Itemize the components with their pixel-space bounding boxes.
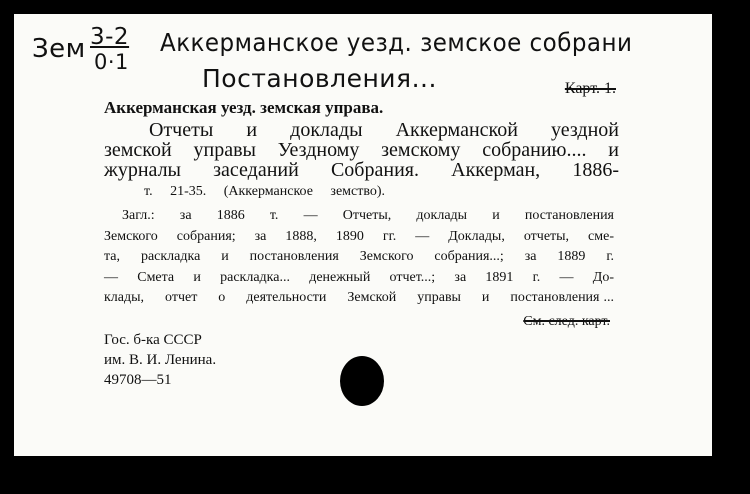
notes-ellipsis: ... <box>603 290 614 305</box>
handwritten-subheading: Постановления... <box>202 64 437 93</box>
title-line: земской управы Уездному земскому собранию.... и <box>104 139 619 161</box>
notes-line-text: клады, отчет о деятельности Земской управы и постановления <box>104 290 600 305</box>
notes-line: та, раскладка и постановления Земского собрания...; за 1889 г. <box>104 249 614 264</box>
title-line: журналы заседаний Собрания. Аккерман, 1886- <box>104 159 619 181</box>
notes-line: — Смета и раскладка... денежный отчет...; за 1891 г. — До- <box>104 269 614 285</box>
title-line: Отчеты и доклады Аккерманской уездной <box>149 119 619 141</box>
handwritten-shelf-code-bottom: 0·1 <box>94 50 129 74</box>
notes-line: Земского собрания; за 1888, 1890 гг. — Доклады, отчеты, сме- <box>104 228 614 244</box>
notes-line: Загл.: за 1886 т. — Отчеты, доклады и постановления <box>122 208 614 223</box>
library-line: 49708—51 <box>104 372 172 388</box>
library-stamp <box>104 330 216 390</box>
see-next-card: См. след. карт. <box>523 314 610 329</box>
handwritten-prefix: Зем <box>32 34 86 64</box>
library-line: Гос. б-ка СССР <box>104 332 202 348</box>
catalog-card <box>14 14 712 456</box>
handwritten-shelf-code-top: 3-2 <box>90 24 130 50</box>
library-line: им. В. И. Ленина. <box>104 352 217 368</box>
author-heading: Аккерманская уезд. земская управа. <box>104 98 384 117</box>
card-number: Карт. 1. <box>564 80 616 97</box>
notes-line <box>104 288 614 309</box>
notes-block <box>104 206 614 309</box>
punch-hole <box>340 356 384 406</box>
imprint-line: т. 21-35. (Аккерманское земство). <box>144 184 386 199</box>
handwritten-subject-heading: Аккерманское уезд. земское собрани <box>160 28 633 57</box>
title-block <box>104 120 619 180</box>
